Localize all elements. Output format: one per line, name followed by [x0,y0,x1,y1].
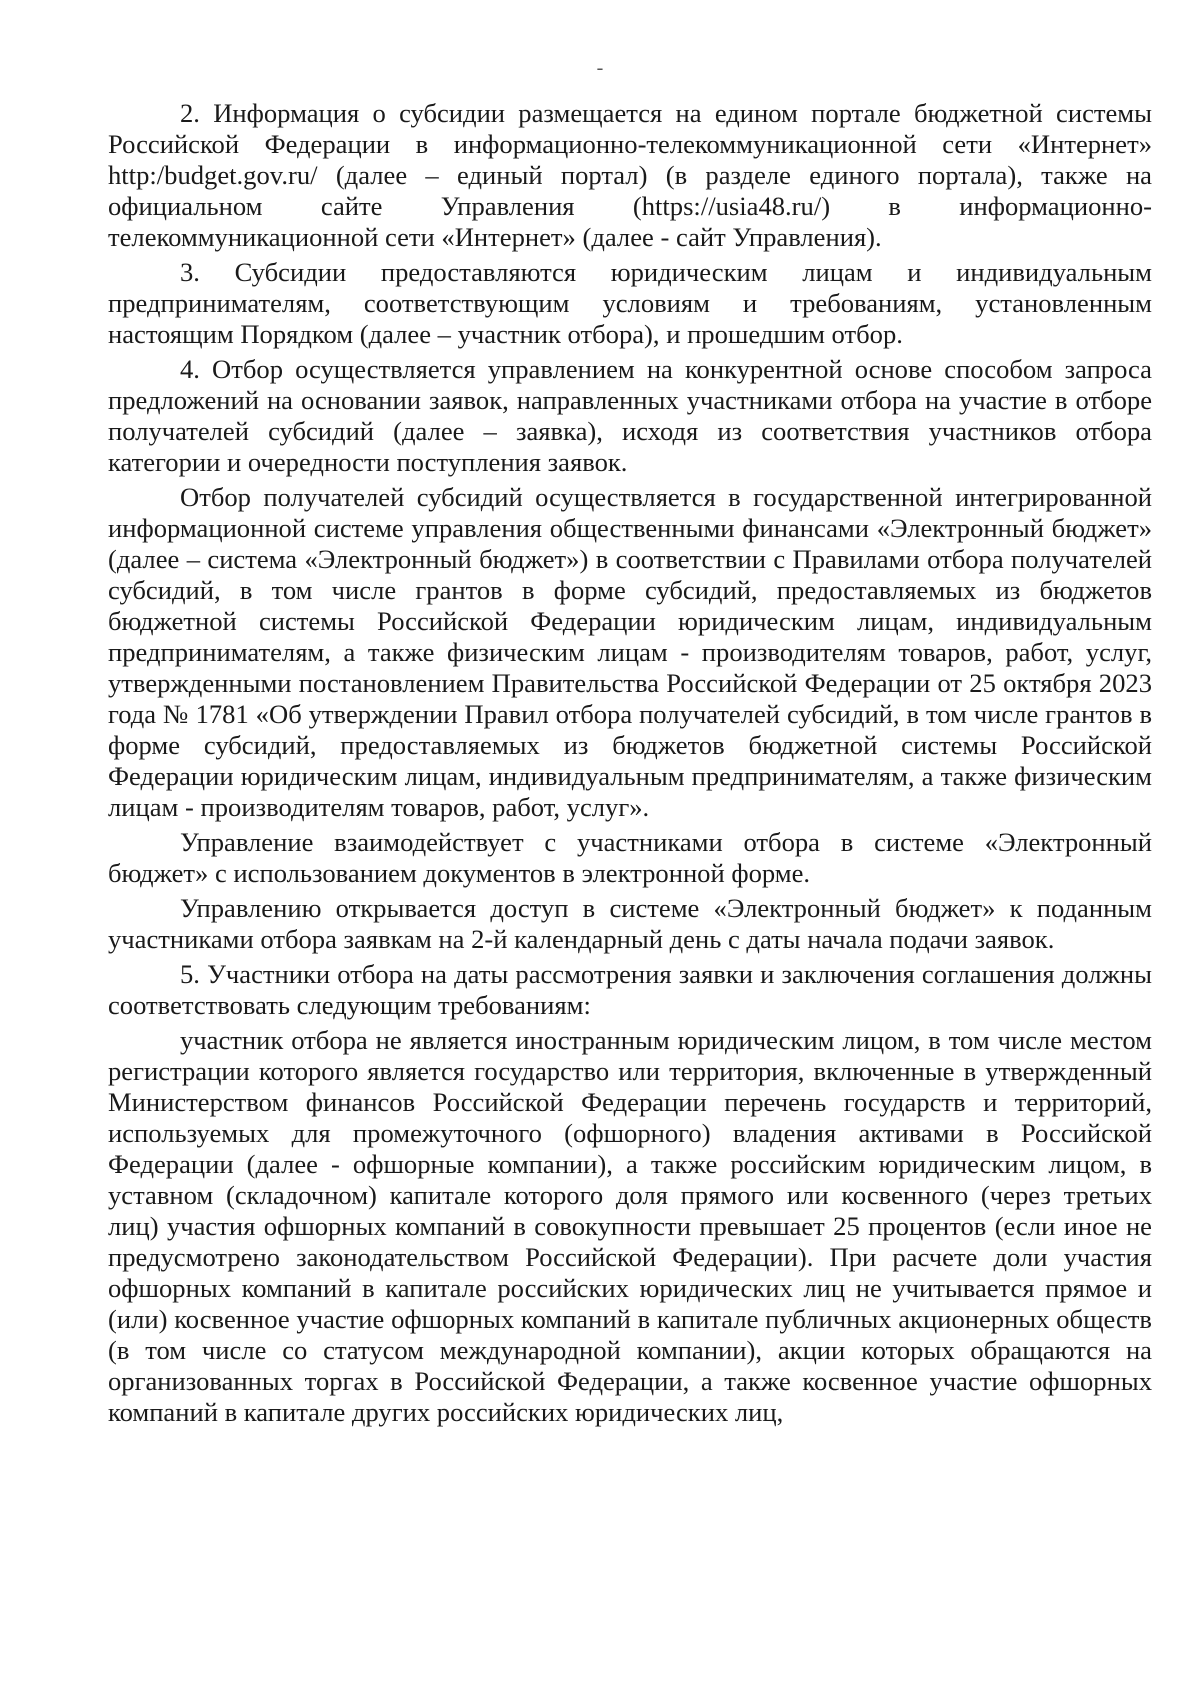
paragraph-5-requirements: 5. Участники отбора на даты рассмотрения заявки и заключения соглашения должны соответствовать следующим требованиям: [108,959,1152,1020]
document-body [108,98,1152,1432]
paragraph-access: Управлению открывается доступ в системе «Электронный бюджет» к поданным участниками отбора заявкам на 2-й календарный день с даты начала подачи заявок. [108,893,1152,954]
paragraph-3-recipients: 3. Субсидии предоставляются юридическим лицам и индивидуальным предпринимателям, соответствующим условиям и требованиям, установленным настоящим Порядком (далее – участник отбора), и прошедшим отбор. [108,257,1152,349]
paragraph-4-selection: 4. Отбор осуществляется управлением на конкурентной основе способом запроса предложений на основании заявок, направленных участниками отбора на участие в отборе получателей субсидий (далее – заявка), исходя из соответствия участников отбора категории и очередности поступления заявок. [108,354,1152,477]
page-mark: - [596,57,604,79]
paragraph-interaction: Управление взаимодействует с участниками отбора в системе «Электронный бюджет» с использованием документов в электронной форме. [108,827,1152,888]
paragraph-electronic-budget-rules: Отбор получателей субсидий осуществляется в государственной интегрированной информационной системе управления общественными финансами «Электронный бюджет» (далее – система «Электронный бюджет») в соответствии с Правилами отбора получателей субсидий, в том числе грантов в форме субсидий, предоставляемых из бюджетов бюджетной системы Российской Федерации юридическим лицам, индивидуальным предпринимателям, а также физическим лицам - производителям товаров, работ, услуг, утвержденными постановлением Правительства Российской Федерации от 25 октября 2023 года № 1781 «Об утверждении Правил отбора получателей субсидий, в том числе грантов в форме субсидий, предоставляемых из бюджетов бюджетной системы Российской Федерации юридическим лицам, индивидуальным предпринимателям, а также физическим лицам - производителям товаров, работ, услуг». [108,482,1152,822]
paragraph-offshore-requirement: участник отбора не является иностранным юридическим лицом, в том числе местом регистрации которого является государство или территория, включенные в утвержденный Министерством финансов Российской Федерации перечень государств и территорий, используемых для промежуточного (офшорного) владения активами в Российской Федерации (далее - офшорные компании), а также российским юридическим лицом, в уставном (складочном) капитале которого доля прямого или косвенного (через третьих лиц) участия офшорных компаний в совокупности превышает 25 процентов (если иное не предусмотрено законодательством Российской Федерации). При расчете доли участия офшорных компаний в капитале российских юридических лиц не учитывается прямое и (или) косвенное участие офшорных компаний в капитале публичных акционерных обществ (в том числе со статусом международной компании), акции которых обращаются на организованных торгах в Российской Федерации, а также косвенное участие офшорных компаний в капитале других российских юридических лиц, [108,1025,1152,1427]
paragraph-2-subsidy-info: 2. Информация о субсидии размещается на едином портале бюджетной системы Российской Федерации в информационно-телекоммуникационной сети «Интернет» http:/budget.gov.ru/ (далее – единый портал) (в разделе единого портала), также на официальном сайте Управления (https://usia48.ru/) в информационно-телекоммуникационной сети «Интернет» (далее - сайт Управления). [108,98,1152,252]
